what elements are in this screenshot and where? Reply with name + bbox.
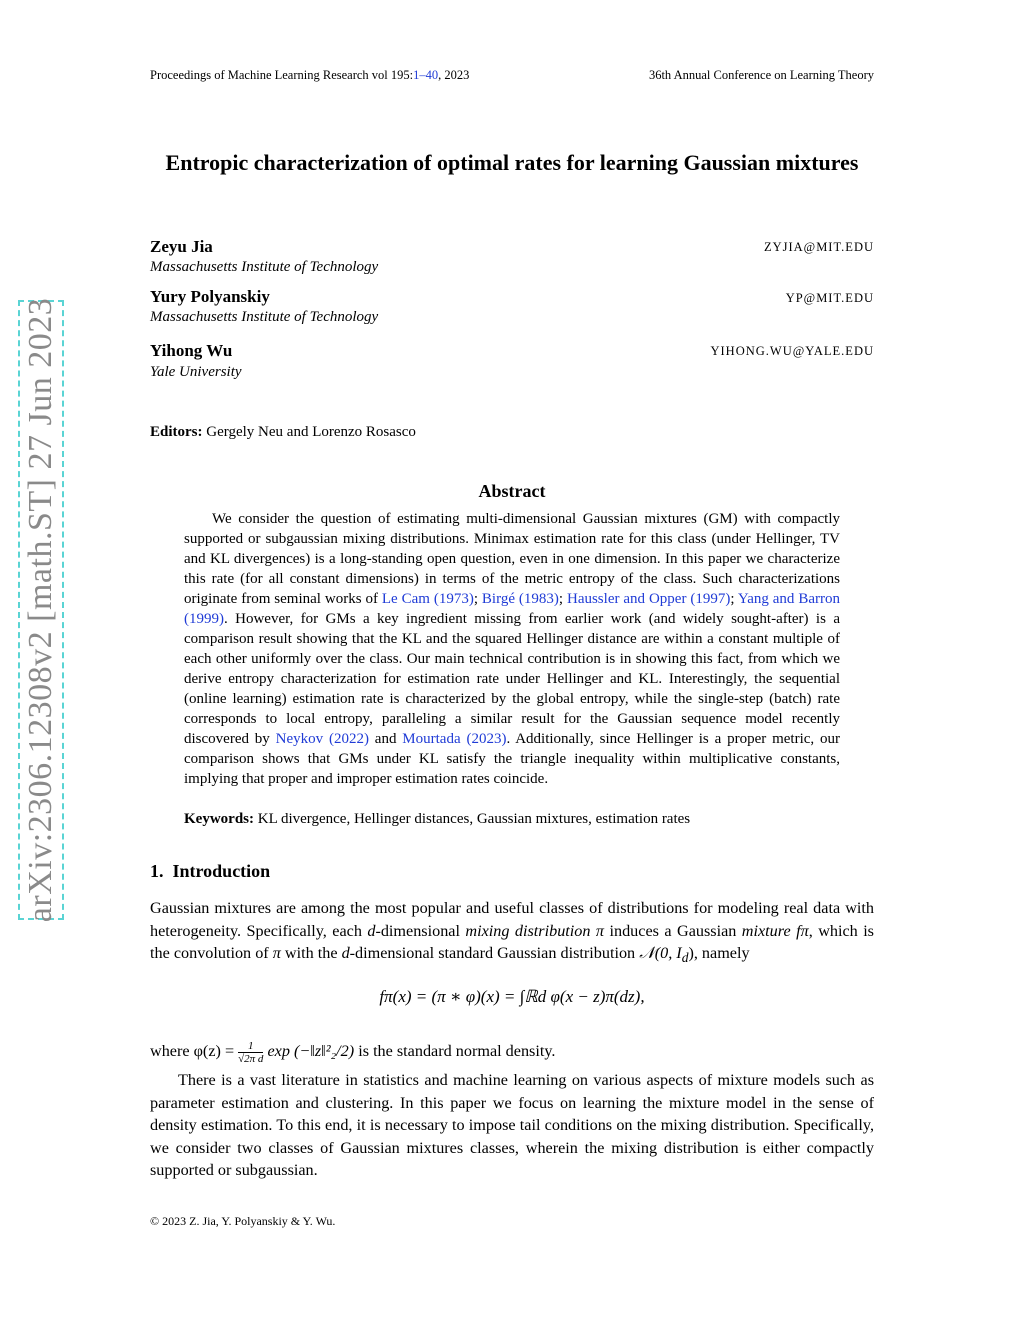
author-name: Zeyu Jia: [150, 237, 213, 256]
abstract-body: We consider the question of estimating multi-dimensional Gaussian mixtures (GM) with compactly supported or subgaussian mixing distributions. Minimax estimation rate for this class (under Hellinger, TV and KL divergences) is a long-standing open question, even in one dimension. In this paper we characterize this rate (for all constant dimensions) in terms of the metric entropy of the class. Such characterizations originate from seminal works of Le Cam (1973); Birgé (1983); Haussler and Opper (1997); Yang and Barron (1999). However, for GMs a key ingredient missing from earlier work (and widely sought-after) is a comparison result showing that the KL and the squared Hellinger distance are within a constant multiple of each other uniformly over the class. Our main technical contribution is in showing this fact, from which we derive entropy characterization for estimation rate under Hellinger and KL. Interestingly, the sequential (online learning) estimation rate is characterized by the global entropy, while the single-step (batch) rate corresponds to local entropy, paralleling a similar result for the Gaussian sequence model recently discovered by Neykov (2022) and Mourtada (2023). Additionally, since Hellinger is a proper metric, our comparison shows that GMs under KL satisfy the triangle inequality within multiplicative constants, implying that proper and improper estimation rates coincide.: [184, 511, 841, 787]
author-affiliation: Massachusetts Institute of Technology: [150, 309, 379, 325]
citation-link[interactable]: Le Cam (1973): [381, 591, 474, 607]
author-name: Yury Polyanskiy: [150, 287, 270, 306]
paper-title: Entropic characterization of optimal rates for learning Gaussian mixtures: [165, 150, 859, 175]
author-email[interactable]: ZYJIA@MIT.EDU: [763, 240, 874, 254]
arxiv-stamp[interactable]: [18, 297, 64, 923]
editors-line: [150, 424, 416, 441]
author-email[interactable]: YP@MIT.EDU: [785, 291, 874, 305]
intro-paragraph-2: There is a vast literature in statistics and machine learning on various aspects of mixture models such as parameter estimation and clustering. In this paper we focus on learning the mixture model in the sense of density estimation. To this end, it is necessary to impose tail conditions on the mixing distribution. Specifically, we consider two classes of Gaussian mixtures classes, wherein the mixing distribution is either compactly supported or subgaussian.: [150, 1071, 874, 1179]
fraction: $\frac{1}{\text{√2π d}}$: [238, 1040, 264, 1065]
keywords-label: Keywords:: [184, 811, 254, 827]
keywords-line: [184, 811, 690, 828]
editors-names: Gergely Neu and Lorenzo Rosasco: [206, 424, 416, 440]
section-heading: 1. Introduction: [150, 861, 271, 881]
editors-label: Editors:: [150, 424, 203, 440]
author-name: Yihong Wu: [150, 341, 233, 360]
author-email[interactable]: YIHONG.WU@YALE.EDU: [710, 344, 874, 358]
density-definition: where φ(z) = $\frac{1}{\text{√2π d}}$ exp (−‖z‖²₂/2) is the standard normal density.: [150, 1040, 556, 1065]
author-affiliation: Yale University: [150, 364, 242, 380]
intro-paragraph: Gaussian mixtures are among the most popular and useful classes of distributions for modeling real data with heterogeneity. Specifically, each d-dimensional mixing distribution π induces a Gaussian mixture fπ, which is the convolution of π with the d-dimensional standard Gaussian distribution 𝒩(0, $I_d$), namely: [150, 899, 874, 966]
author-affiliation: Massachusetts Institute of Technology: [150, 259, 379, 275]
running-header-left: Proceedings of Machine Learning Research vol 195:1–40, 2023: [150, 68, 470, 82]
citation-link[interactable]: Neykov (2022): [275, 731, 369, 747]
citation-link[interactable]: Birgé (1983): [481, 591, 559, 607]
keywords-text: KL divergence, Hellinger distances, Gaussian mixtures, estimation rates: [257, 811, 691, 827]
citation-link[interactable]: Yang and Barron (1999): [184, 591, 841, 627]
arxiv-id: arXiv:2306.12308v2 [math.ST] 27 Jun 2023: [22, 297, 59, 923]
page-range-link[interactable]: 1–40: [413, 68, 439, 82]
citation-link[interactable]: Haussler and Opper (1997): [566, 591, 731, 607]
mixture-equation: fπ(x) = (π ∗ φ)(x) = ∫ℝd φ(x − z)π(dz),: [379, 987, 645, 1006]
running-header-right: 36th Annual Conference on Learning Theory: [648, 68, 874, 82]
copyright-footer: © 2023 Z. Jia, Y. Polyanskiy & Y. Wu.: [150, 1214, 336, 1228]
abstract-heading: Abstract: [478, 481, 546, 501]
citation-link[interactable]: Mourtada (2023): [402, 731, 507, 747]
